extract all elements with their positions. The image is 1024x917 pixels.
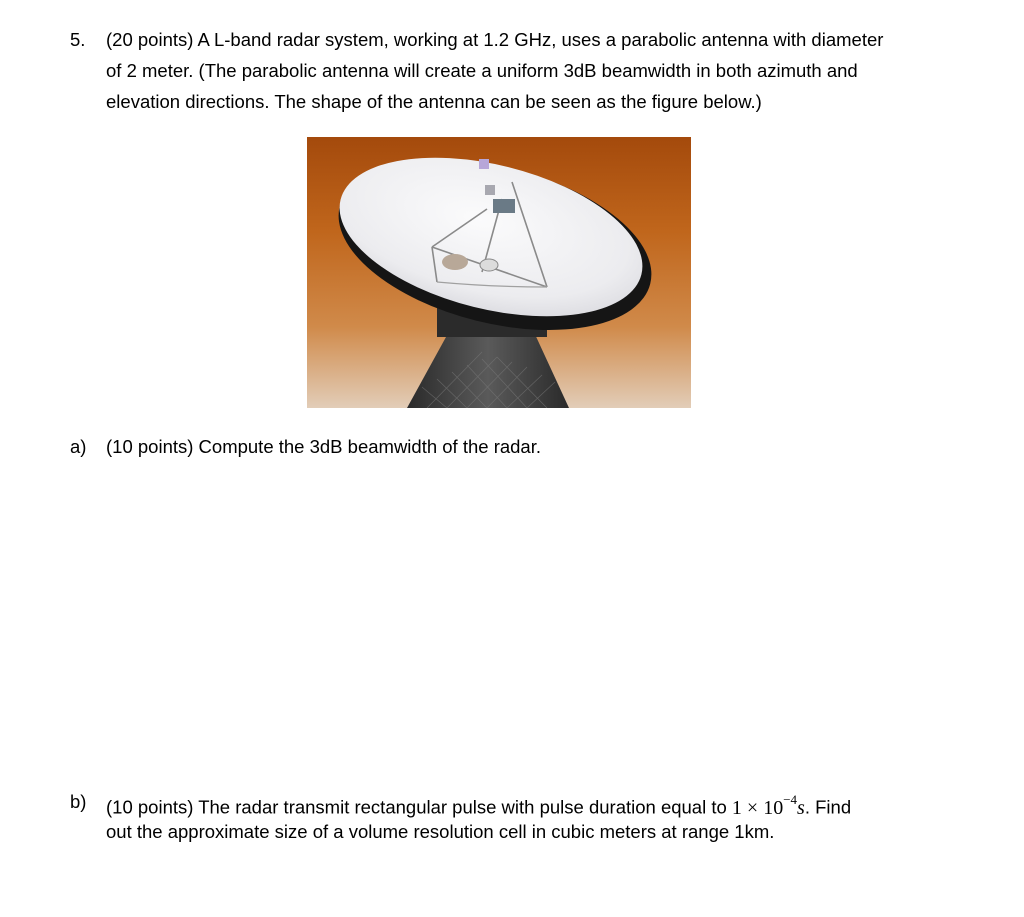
dish-shadow-patch (442, 254, 468, 270)
part-b-line-1-suffix: . Find (804, 796, 852, 818)
part-b-line-1 (106, 791, 851, 819)
part-b-line-2: out the approximate size of a volume resolution cell in cubic meters at range 1km. (106, 821, 775, 842)
part-b-label: b) (70, 791, 87, 812)
part-a-label: a) (70, 436, 87, 457)
question-line-1: (20 points) A L-band radar system, working at 1.2 GHz, uses a parabolic antenna with diameter (106, 29, 884, 50)
pulse-duration-math (731, 792, 805, 819)
parabolic-antenna-illustration (307, 137, 691, 408)
part-b-line-1-prefix: (10 points) The radar transmit rectangular pulse with pulse duration equal to (106, 796, 727, 818)
math-mantissa: 1 × 10 (731, 796, 784, 819)
question-number: 5. (70, 29, 86, 50)
part-a-text: (10 points) Compute the 3dB beamwidth of the radar. (106, 436, 542, 457)
marker-square (479, 159, 489, 169)
subreflector (480, 259, 498, 271)
math-exponent: −4 (783, 792, 798, 807)
feed-horn (493, 199, 515, 213)
antenna-figure (307, 137, 691, 408)
feed-bracket (485, 185, 495, 195)
math-unit: s (797, 796, 805, 819)
question-line-3: elevation directions. The shape of the antenna can be seen as the figure below.) (106, 91, 762, 112)
question-line-2: of 2 meter. (The parabolic antenna will create a uniform 3dB beamwidth in both azimuth and (106, 60, 858, 81)
